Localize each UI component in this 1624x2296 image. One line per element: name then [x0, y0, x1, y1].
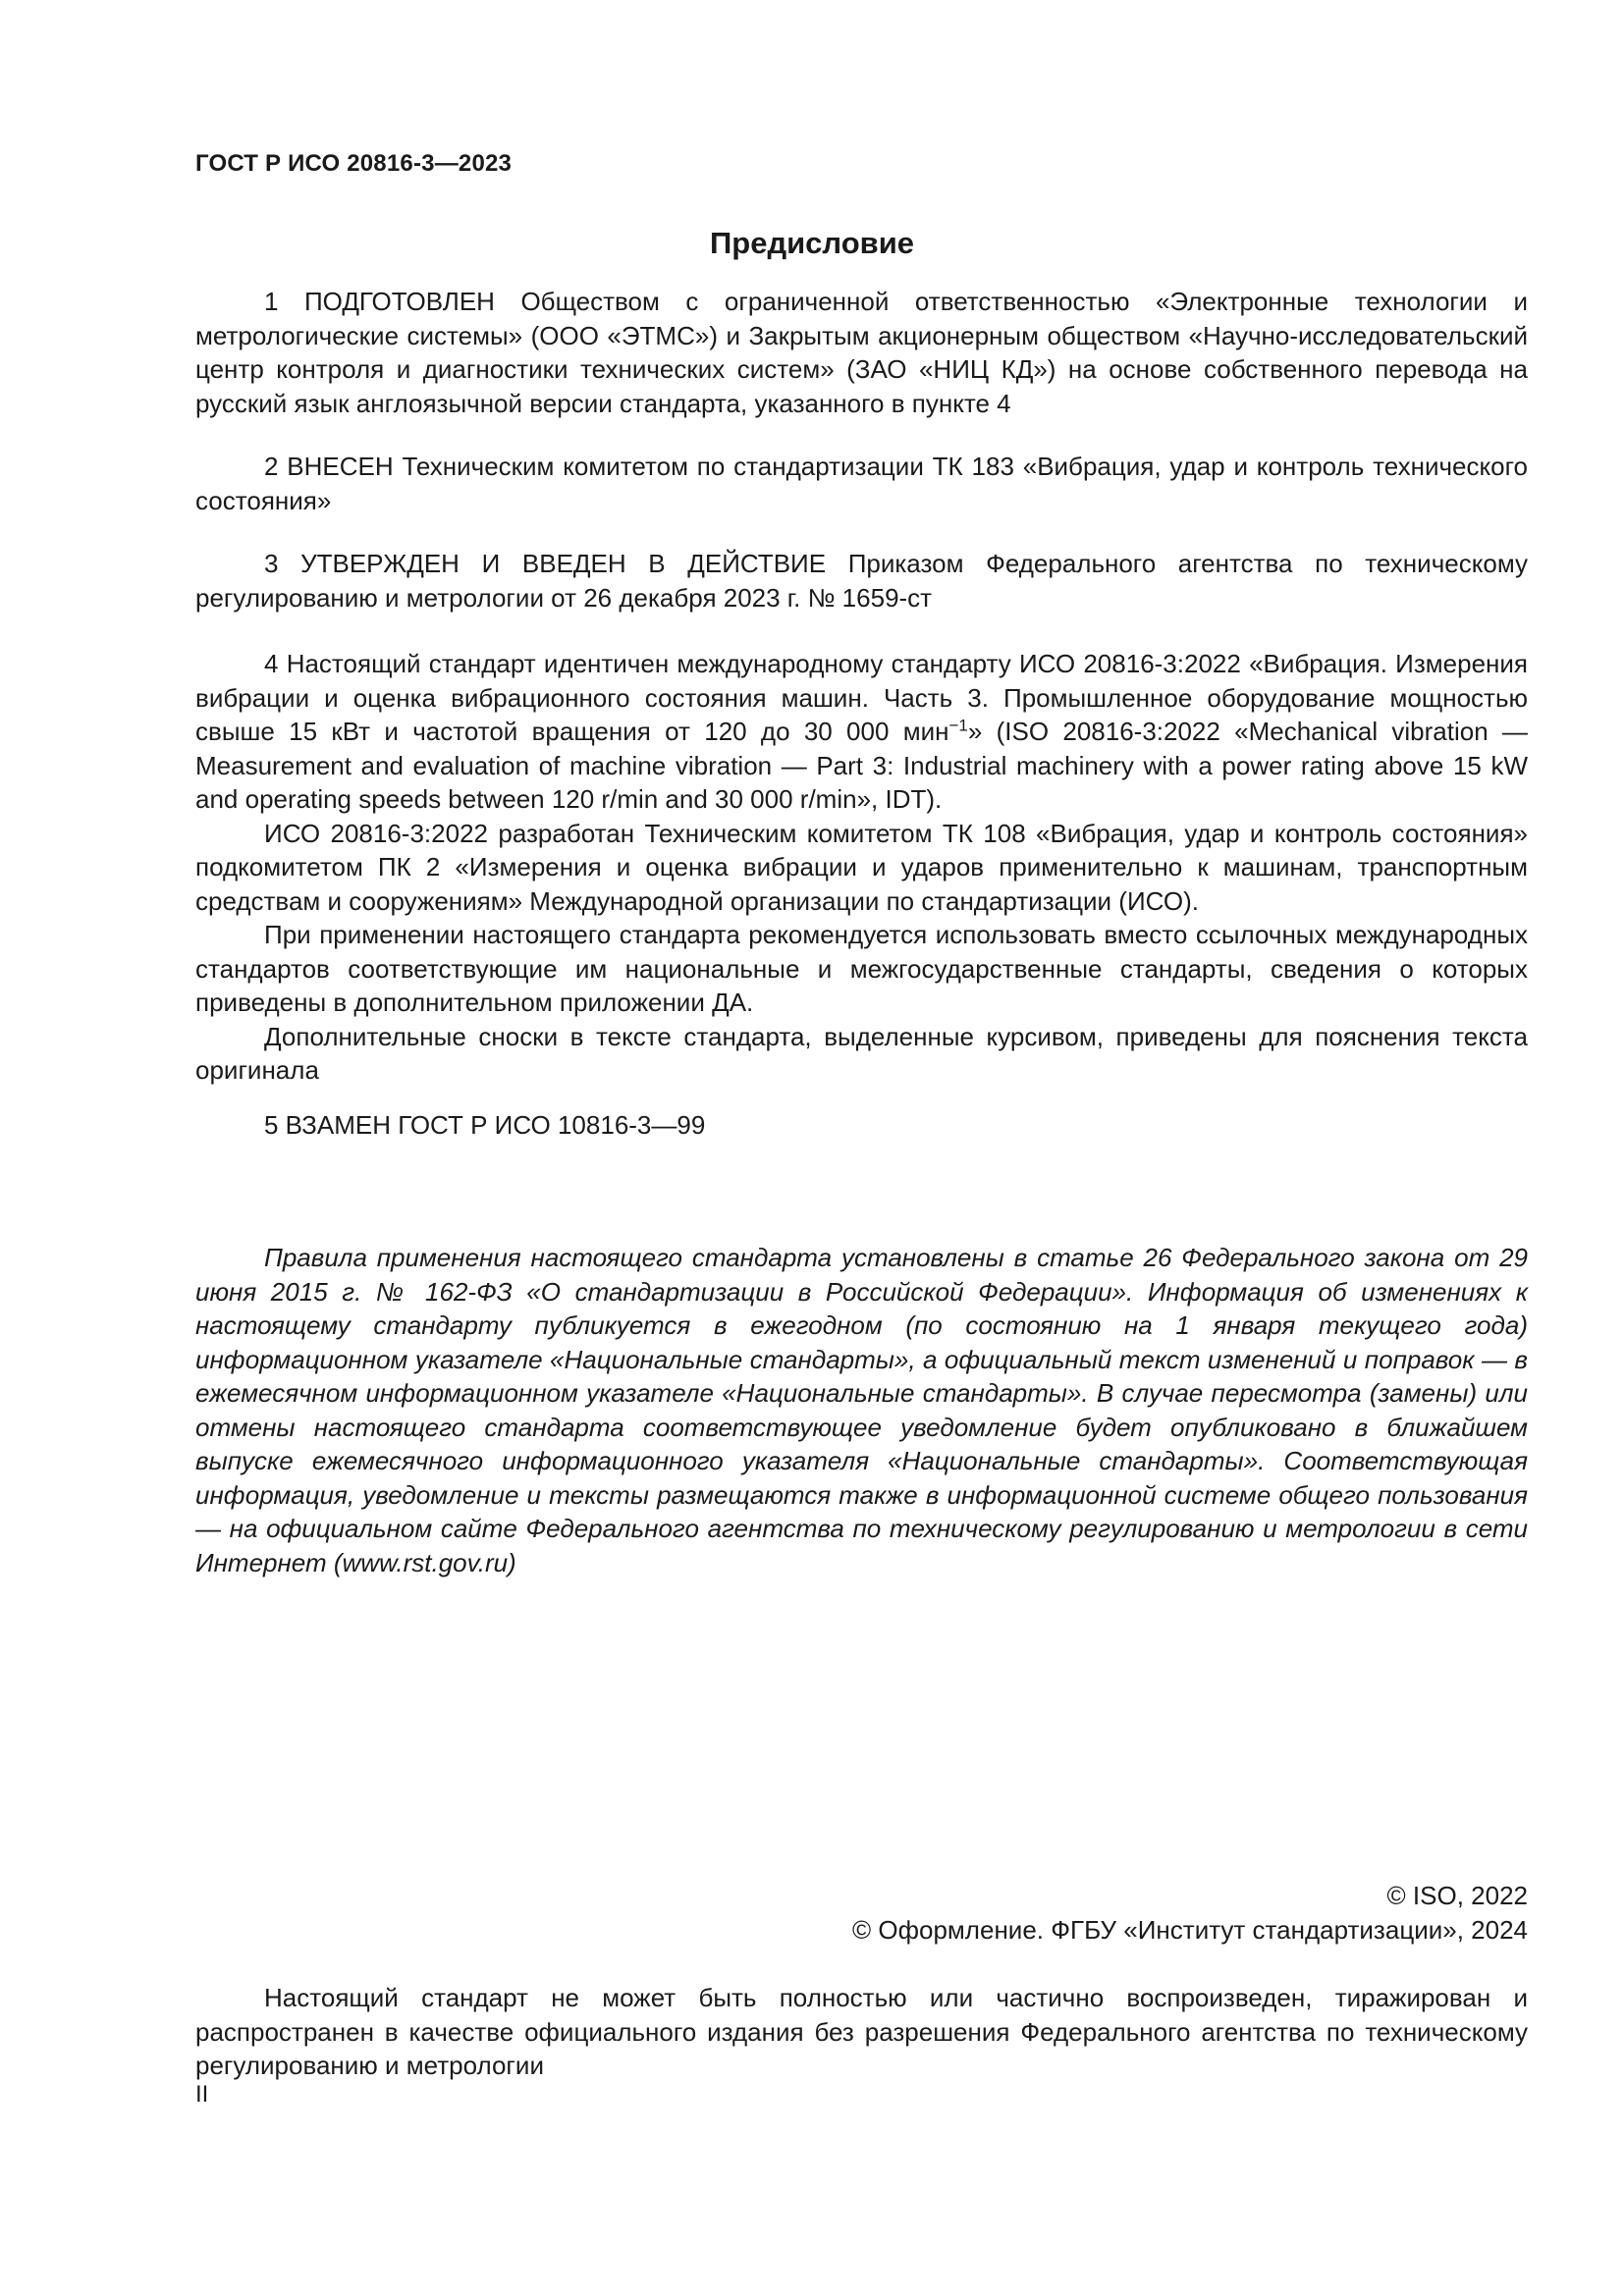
foreword-item-4-paragraph-4: Дополнительные сноски в тексте стандарта, выделенные курсивом, приведены для пояснения текста оригинала: [195, 1021, 1528, 1085]
foreword-item-4-paragraph-1: [195, 647, 1528, 817]
foreword-item-1: [195, 285, 1528, 420]
superscript-exponent: −1: [948, 716, 968, 735]
foreword-item-4-paragraph-2: ИСО 20816-3:2022 разработан Техническим комитетом ТК 108 «Вибрация, удар и контроль состояния» подкомитетом ПК 2 «Измерения и оценка вибрации и ударов применительно к машинам, транспортным средствам и сооружениям» Международной организации по стандартизации (ИСО).: [195, 818, 1528, 916]
foreword-item-4: [195, 647, 1528, 1088]
foreword-item-1-text: 1 ПОДГОТОВЛЕН Обществом с ограниченной ответственностью «Электронные технологии и метрологические системы» (ООО «ЭТМС») и Закрытым акционерным обществом «Научно-исследовательский центр контроля и диагностики технических систем» (ЗАО «НИЦ КД») на основе собственного перевода на русский язык англоязычной версии стандарта, указанного в пункте 4: [195, 287, 1528, 418]
design-copyright: © Оформление. ФГБУ «Институт стандартизации», 2024: [852, 1914, 1528, 1945]
foreword-item-3-text: 3 УТВЕРЖДЕН И ВВЕДЕН В ДЕЙСТВИЕ Приказом Федерального агентства по техническому регулированию и метрологии от 26 декабря 2023 г. № 1659-ст: [195, 549, 1528, 613]
item-4-text-after-superscript: » (ISO 20816-3:2022 «Mechanical vibration — Measurement and evaluation of machine vibration — Part 3: Industrial machinery with a power rating above 15 kW and operating speeds between 120 r/min and 30 000 r/min», IDT).: [195, 717, 1528, 814]
reproduction-notice: Настоящий стандарт не может быть полностью или частично воспроизведен, тиражирован и распространен в качестве официального издания без разрешения Федерального агентства по техническому регулированию и метрологии: [195, 1983, 1528, 2080]
item-4-text-before-superscript: 4 Настоящий стандарт идентичен международному стандарту ИСО 20816-3:2022 «Вибрация. Измерения вибрации и оценка вибрационного состояния машин. Часть 3. Промышленное оборудование мощностью свыше 15 кВт и частотой вращения от 120 до 30 000 мин: [195, 649, 1528, 746]
iso-copyright: © ISO, 2022: [1386, 1881, 1528, 1910]
foreword-item-2: [195, 450, 1528, 517]
foreword-item-3: [195, 547, 1528, 614]
foreword-item-4-paragraph-3: При применении настоящего стандарта рекомендуется использовать вместо ссылочных международных стандартов соответствующие им национальные и межгосударственные стандарты, сведения о которых приведены в дополнительном приложении ДА.: [195, 920, 1528, 1017]
foreword-item-2-text: 2 ВНЕСЕН Техническим комитетом по стандартизации ТК 183 «Вибрация, удар и контроль технического состояния»: [195, 452, 1528, 515]
foreword-item-5: [195, 1108, 1528, 1143]
foreword-item-5-text: 5 ВЗАМЕН ГОСТ Р ИСО 10816-3—99: [264, 1110, 706, 1140]
foreword-title: Предисловие: [709, 226, 914, 260]
copyright-block: [852, 1879, 1528, 1947]
standard-designation: ГОСТ Р ИСО 20816-3—2023: [195, 150, 513, 177]
page-number: II: [195, 2081, 209, 2108]
rules-of-application-notice: Правила применения настоящего стандарта установлены в статье 26 Федерального закона от 29 июня 2015 г. № 162-ФЗ «О стандартизации в Российской Федерации». Информация об изменениях к настоящему стандарту публикуется в ежегодном (по состоянию на 1 января текущего года) информационном указателе «Национальные стандарты», а официальный текст изменений и поправок — в ежемесячном информационном указателе «Национальные стандарты». В случае пересмотра (замены) или отмены настоящего стандарта соответствующее уведомление будет опубликовано в ближайшем выпуске ежемесячного информационного указателя «Национальные стандарты». Соответствующая информация, уведомление и тексты размещаются также в информационной системе общего пользования — на официальном сайте Федерального агентства по техническому регулированию и метрологии в сети Интернет (www.rst.gov.ru): [195, 1243, 1528, 1577]
